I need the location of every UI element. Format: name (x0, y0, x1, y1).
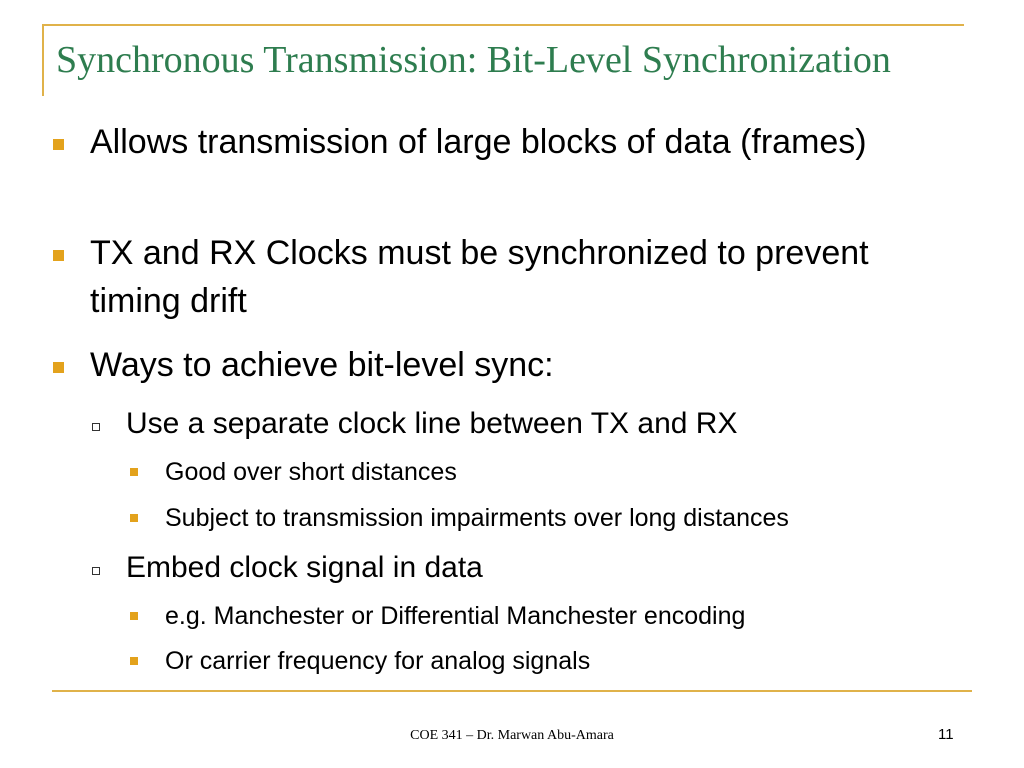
bullet-text: Embed clock signal in data (126, 551, 483, 584)
bullet-text: e.g. Manchester or Differential Manchester encoding (165, 602, 746, 630)
bullet-small-square-icon (130, 612, 138, 620)
bullet-text: Allows transmission of large blocks of data (frames) (90, 123, 867, 161)
bullet-text: Or carrier frequency for analog signals (165, 647, 591, 675)
bullet-text: Subject to transmission impairments over long distances (165, 504, 789, 532)
bullet-small-square-icon (130, 514, 138, 522)
bullet-square-icon (53, 362, 64, 373)
bullet-text: TX and RX Clocks must be synchronized to prevent timing drift (90, 234, 869, 320)
bullet-hollow-square-icon (92, 567, 100, 575)
title-frame-left-rule (42, 24, 44, 96)
slide-title: Synchronous Transmission: Bit-Level Synchronization (56, 39, 891, 81)
bullet-text: Good over short distances (165, 458, 457, 486)
footer-rule (52, 690, 972, 692)
bullet-small-square-icon (130, 468, 138, 476)
bullet-hollow-square-icon (92, 423, 100, 431)
bullet-text: Use a separate clock line between TX and RX (126, 407, 738, 440)
bullet-small-square-icon (130, 657, 138, 665)
footer-text: COE 341 – Dr. Marwan Abu-Amara (410, 728, 614, 743)
bullet-square-icon (53, 250, 64, 261)
bullet-square-icon (53, 139, 64, 150)
title-frame-top-rule (42, 24, 964, 26)
page-number: 11 (938, 726, 954, 743)
bullet-text: Ways to achieve bit-level sync: (90, 346, 554, 384)
